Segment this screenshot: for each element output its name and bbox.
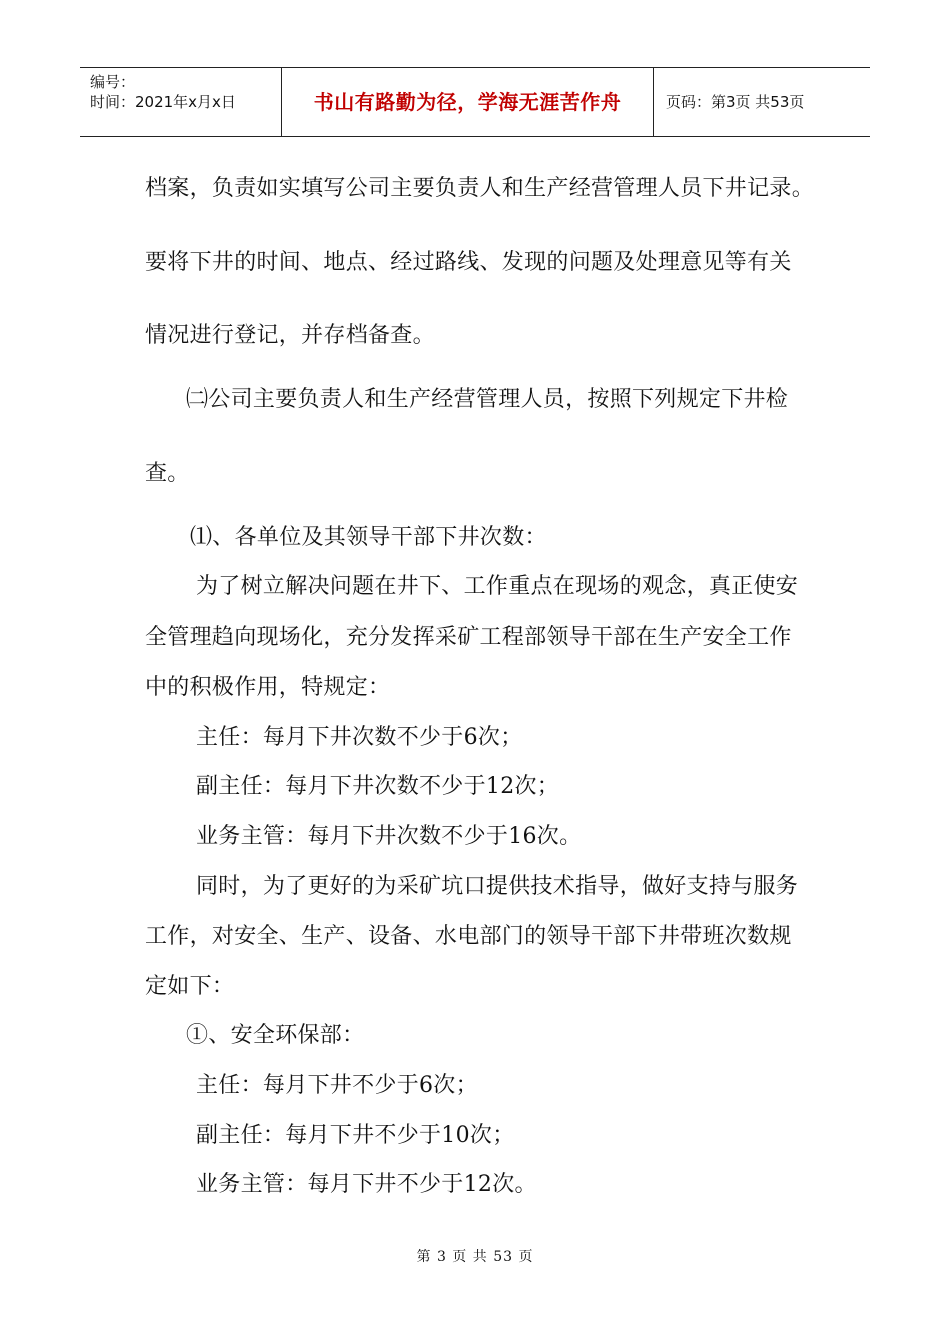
header-info-cell [80, 68, 281, 136]
body-line: 副主任：每月下井不少于10次； [196, 1123, 515, 1148]
body-line: 为了树立解决问题在井下、工作重点在现场的观念，真正使安 [196, 574, 799, 599]
header-motto: 书山有路勤为径，学海无涯苦作舟 [281, 68, 654, 136]
body-line: 全管理趋向现场化，充分发挥采矿工程部领导干部在生产安全工作 [145, 625, 792, 650]
body-line: 工作，对安全、生产、设备、水电部门的领导干部下井带班次数规 [145, 924, 792, 949]
body-line: 主任：每月下井不少于6次； [196, 1073, 478, 1098]
body-line: 同时，为了更好的为采矿坑口提供技术指导，做好支持与服务 [196, 874, 799, 899]
body-line: 副主任：每月下井次数不少于12次； [196, 774, 560, 799]
body-line: ㈡公司主要负责人和生产经营管理人员，按照下列规定下井检 [186, 387, 789, 412]
header-page-number: 页码：第3页 共53页 [666, 93, 805, 111]
body-line: 中的积极作用，特规定： [145, 675, 391, 700]
page-header [80, 67, 870, 137]
serial-number-label: 编号： [90, 73, 136, 91]
body-line: 定如下： [145, 974, 235, 999]
body-line: ⑴、各单位及其领导干部下井次数： [190, 525, 547, 550]
body-line: 查。 [145, 461, 190, 486]
body-line: 档案，负责如实填写公司主要负责人和生产经营管理人员下井记录。 [145, 176, 815, 201]
body-line: 业务主管：每月下井次数不少于16次。 [196, 824, 582, 849]
body-line: 主任：每月下井次数不少于6次； [196, 725, 523, 750]
body-line: 业务主管：每月下井不少于12次。 [196, 1172, 537, 1197]
page-footer: 第 3 页 共 53 页 [416, 1249, 534, 1265]
body-line: 情况进行登记，并存档备查。 [145, 323, 435, 348]
body-line: ①、安全环保部： [186, 1023, 365, 1048]
body-line: 要将下井的时间、地点、经过路线、发现的问题及处理意见等有关 [145, 250, 792, 275]
date-label: 时间：2021年x月x日 [90, 93, 236, 111]
